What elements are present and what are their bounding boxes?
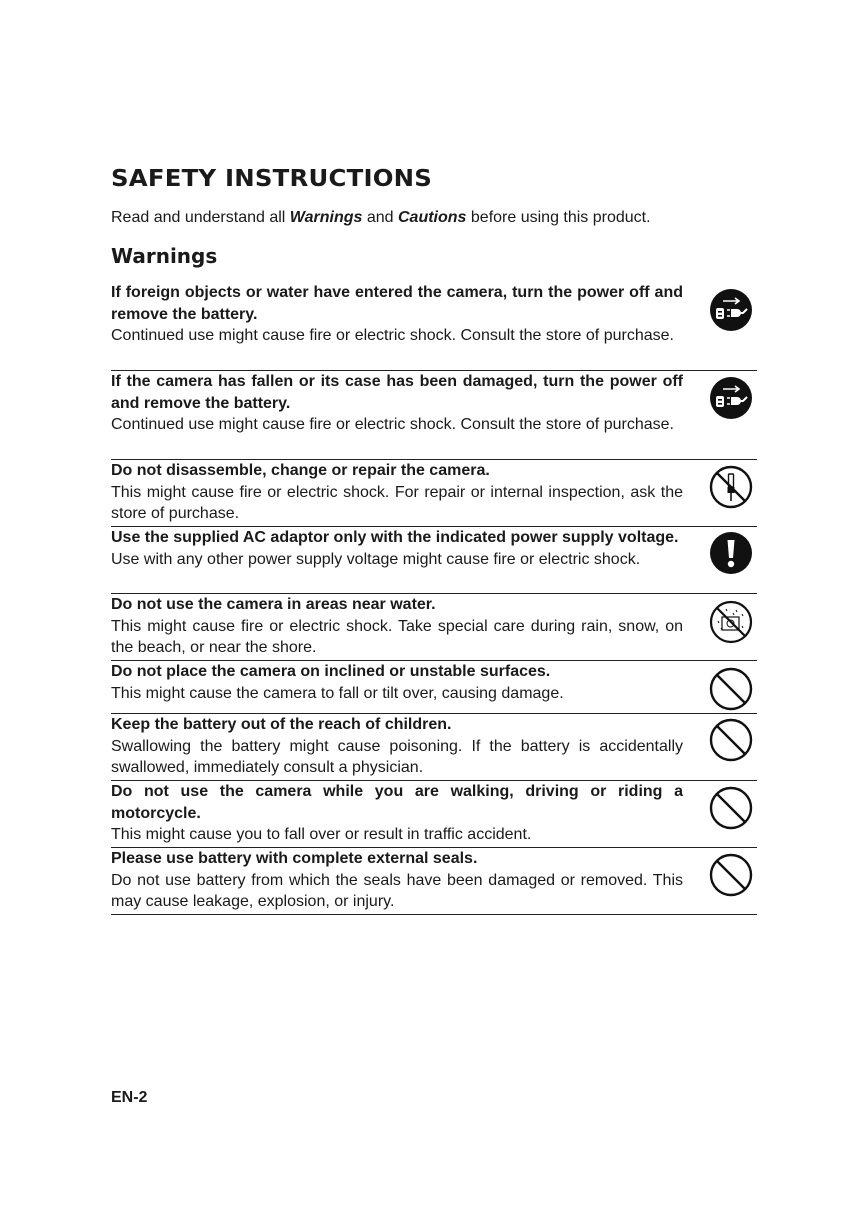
warning-item — [111, 661, 757, 714]
warning-item — [111, 848, 757, 915]
prohibited-icon — [709, 667, 753, 711]
warning-description: Continued use might cause fire or electric shock. Consult the store of purchase. — [111, 327, 674, 344]
warning-description: Do not use battery from which the seals have been damaged or removed. This may cause leakage, explosion, or injury. — [111, 871, 683, 910]
page-number: EN-2 — [111, 1089, 148, 1106]
intro-text — [111, 209, 651, 227]
warning-description: This might cause fire or electric shock. For repair or internal inspection, ask the store of purchase. — [111, 483, 683, 522]
warning-description: This might cause you to fall over or result in traffic accident. — [111, 826, 532, 843]
warning-description: Swallowing the battery might cause poisoning. If the battery is accidentally swallowed, immediately consult a physician. — [111, 737, 683, 776]
warning-description: This might cause the camera to fall or tilt over, causing damage. — [111, 684, 564, 702]
warning-item — [111, 781, 757, 848]
warning-heading: Keep the battery out of the reach of children. — [111, 716, 452, 733]
exclamation-icon — [709, 531, 753, 575]
warning-heading: Do not place the camera on inclined or unstable surfaces. — [111, 663, 551, 680]
page-title: SAFETY INSTRUCTIONS — [111, 166, 433, 192]
no-disassemble-icon — [709, 465, 753, 509]
unplug-icon — [709, 376, 753, 420]
prohibited-icon — [709, 786, 753, 830]
section-title-warnings: Warnings — [111, 244, 218, 268]
prohibited-icon — [709, 718, 753, 762]
warning-item — [111, 460, 757, 527]
warning-heading: If the camera has fallen or its case has been damaged, turn the power off and remove the battery. — [111, 373, 683, 412]
warning-description: Continued use might cause fire or electric shock. Consult the store of purchase. — [111, 416, 674, 433]
warning-item — [111, 527, 757, 594]
prohibited-icon — [709, 853, 753, 897]
warning-heading: If foreign objects or water have entered the camera, turn the power off and remove the battery. — [111, 284, 683, 323]
warning-description: This might cause fire or electric shock. Take special care during rain, snow, on the beach, or near the shore. — [111, 617, 683, 656]
warning-heading: Do not use the camera while you are walking, driving or riding a motorcycle. — [111, 783, 683, 822]
warning-item — [111, 594, 757, 661]
warning-item — [111, 371, 757, 460]
warning-item — [111, 714, 757, 781]
warning-heading: Do not use the camera in areas near water. — [111, 596, 436, 613]
warning-heading: Use the supplied AC adaptor only with the indicated power supply voltage. — [111, 529, 679, 546]
no-water-icon — [709, 600, 753, 644]
intro-before: Read and understand all — [111, 209, 290, 226]
warnings-list — [111, 282, 757, 915]
unplug-icon — [709, 288, 753, 332]
warning-heading: Please use battery with complete external seals. — [111, 850, 478, 867]
intro-and: and — [362, 209, 398, 226]
intro-warnings: Warnings — [289, 209, 363, 226]
warning-heading: Do not disassemble, change or repair the camera. — [111, 462, 490, 479]
warning-description: Use with any other power supply voltage might cause fire or electric shock. — [111, 550, 641, 568]
warning-item — [111, 282, 757, 371]
intro-cautions: Cautions — [398, 209, 467, 226]
intro-after: before using this product. — [466, 209, 651, 226]
